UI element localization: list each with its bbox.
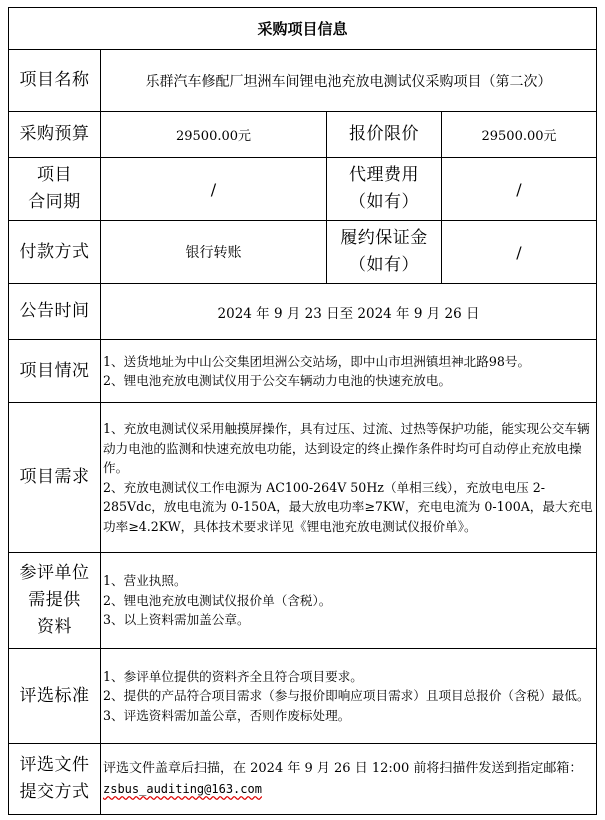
criteria-row <box>9 648 596 743</box>
project-situation-line-2: 2、锂电池充放电测试仪用于公交车辆动力电池的快速充放电。 <box>103 373 452 388</box>
submission-row <box>9 743 596 814</box>
criteria-line-3: 3、评选资料需加盖公章，否则作废标处理。 <box>103 707 351 723</box>
project-requirements-content <box>100 403 596 552</box>
submission-label-line2: 提交方式 <box>19 782 90 802</box>
documents-line-2: 2、锂电池充放电测试仪报价单（含税）。 <box>103 592 332 608</box>
submission-label-line1: 评选文件 <box>19 755 90 775</box>
performance-bond-label-line2: （如有） <box>349 255 419 275</box>
project-requirements-line-1: 1、充放电测试仪采用触摸屏操作，具有过压、过流、过热等保护功能，能实现公交车辆动力电池的监测和快速充放电功能，达到设定的终止操作条件时均可自动停止充放电操作。 <box>103 421 590 475</box>
submission-content <box>100 744 596 814</box>
criteria-content <box>100 649 596 743</box>
documents-label-line2: 需提供 <box>28 590 81 610</box>
table-title: 采购项目信息 <box>257 20 348 38</box>
contract-period-label <box>9 158 100 220</box>
agency-fee-label-line1: 代理费用 <box>349 165 419 185</box>
documents-content <box>100 553 596 648</box>
submission-label <box>9 744 100 814</box>
budget-value: 29500.00元 <box>100 112 326 157</box>
project-situation-row <box>9 339 596 402</box>
announcement-row <box>9 283 596 339</box>
announcement-value: 2024 年 9 月 23 日至 2024 年 9 月 26 日 <box>100 284 596 339</box>
performance-bond-value: / <box>441 221 596 283</box>
project-name-row <box>9 49 596 111</box>
documents-label-line1: 参评单位 <box>19 563 90 583</box>
contract-period-label-line1: 项目 <box>37 165 72 185</box>
project-situation-label: 项目情况 <box>19 360 90 381</box>
payment-label: 付款方式 <box>19 241 90 262</box>
documents-row <box>9 552 596 648</box>
price-limit-value: 29500.00元 <box>441 112 596 157</box>
payment-value: 银行转账 <box>100 221 326 283</box>
project-requirements-row <box>9 402 596 552</box>
contract-period-label-line2: 合同期 <box>28 192 81 212</box>
budget-label: 采购预算 <box>19 124 90 144</box>
project-requirements-line-2: 2、充放电测试仪工作电源为 AC100-264V 50Hz（单相三线），充放电电压 2-285Vdc，放电电流为 0-150A，最大放电功率≥7KW，充电电流为 0-100A，最大充电功率≥4.2KW，具体技术要求详见《锂电池充放电测试仪报价单》。 <box>103 479 593 534</box>
title-row <box>9 8 596 49</box>
project-name-label: 项目名称 <box>19 70 90 90</box>
documents-label-line3: 资料 <box>37 617 72 637</box>
procurement-info-table <box>8 7 597 815</box>
budget-row <box>9 111 596 157</box>
project-name-value: 乐群汽车修配厂坦洲车间锂电池充放电测试仪采购项目（第二次） <box>100 50 596 111</box>
submission-email: zsbus_auditing@163.com <box>103 781 262 796</box>
agency-fee-label <box>326 158 441 220</box>
agency-fee-label-line2: （如有） <box>349 192 419 212</box>
performance-bond-label <box>326 221 441 283</box>
performance-bond-label-line1: 履约保证金 <box>340 228 428 248</box>
price-limit-label: 报价限价 <box>326 112 441 157</box>
project-situation-line-1: 1、送货地址为中山公交集团坦洲公交站场，即中山市坦洲镇坦神北路98号。 <box>103 353 531 369</box>
documents-line-1: 1、营业执照。 <box>103 573 187 589</box>
contract-period-value: / <box>100 158 326 220</box>
contract-period-row <box>9 157 596 220</box>
criteria-line-2: 2、提供的产品符合项目需求（参与报价即响应项目需求）且项目总报价（含税）最低。 <box>103 688 590 704</box>
agency-fee-value: / <box>441 158 596 220</box>
criteria-label: 评选标准 <box>19 685 90 706</box>
payment-row <box>9 220 596 283</box>
submission-text: 评选文件盖章后扫描，在 2024 年 9 月 26 日 12:00 前将扫描件发送到指定邮箱： <box>103 760 583 776</box>
documents-label <box>9 553 100 648</box>
project-situation-content <box>100 340 596 402</box>
criteria-line-1: 1、参评单位提供的资料齐全且符合项目要求。 <box>103 668 363 684</box>
documents-line-3: 3、以上资料需加盖公章。 <box>103 612 250 628</box>
project-requirements-label: 项目需求 <box>19 467 90 487</box>
announcement-label: 公告时间 <box>19 301 90 321</box>
